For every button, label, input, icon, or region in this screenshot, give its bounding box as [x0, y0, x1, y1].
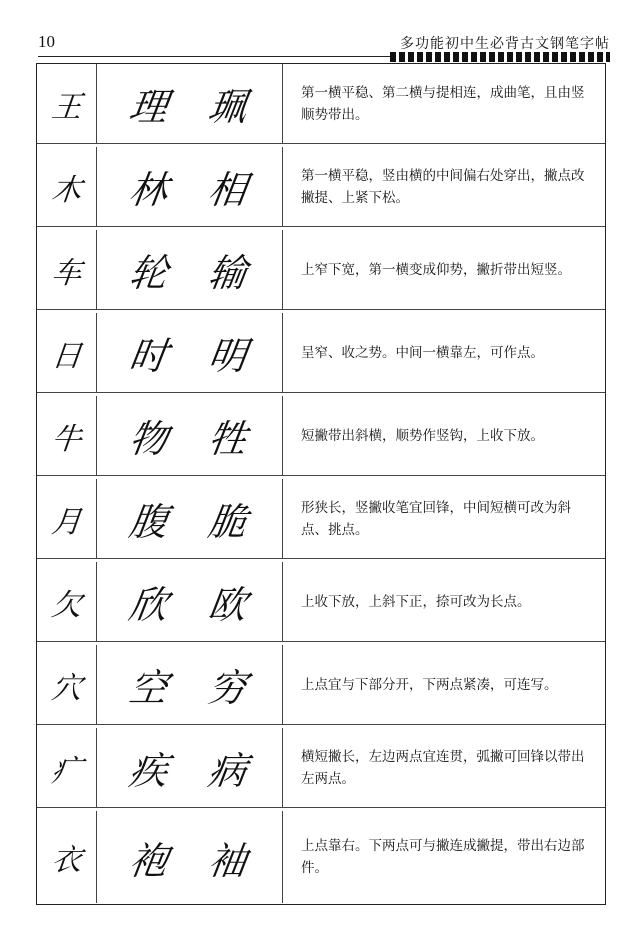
example-char: 欧 [205, 583, 252, 627]
example-char: 林 [126, 168, 173, 212]
example-char: 理 [126, 85, 173, 129]
description-cell [283, 562, 605, 641]
radical-char: 牛 [49, 421, 83, 457]
example-char: 空 [126, 666, 173, 710]
example-char: 相 [205, 168, 252, 212]
table-row [37, 645, 605, 725]
radical-char: 疒 [49, 753, 83, 789]
radical-char: 穴 [49, 670, 83, 706]
description-cell [283, 645, 605, 724]
table-row [37, 728, 605, 808]
radical-cell [37, 230, 97, 309]
table-row [37, 313, 605, 393]
description-text: 形狭长，竖撇收笔宜回锋，中间短横可改为斜点、挑点。 [301, 499, 571, 538]
examples-cell [97, 230, 283, 309]
description-text: 短撇带出斜横，顺势作竖钩，上收下放。 [301, 427, 544, 444]
example-char: 袍 [126, 838, 173, 883]
calligraphy-table [36, 63, 606, 905]
radical-char: 欠 [49, 587, 83, 623]
table-row [37, 64, 605, 144]
description-cell [283, 811, 605, 903]
description-cell [283, 479, 605, 558]
radical-cell [37, 811, 97, 903]
radical-cell [37, 562, 97, 641]
example-char: 时 [126, 334, 173, 378]
examples-cell [97, 562, 283, 641]
example-char: 牲 [205, 417, 252, 461]
example-char: 穷 [205, 666, 252, 710]
table-row [37, 811, 605, 903]
radical-cell [37, 396, 97, 475]
radical-cell [37, 64, 97, 143]
description-cell [283, 147, 605, 226]
example-char: 明 [205, 334, 252, 378]
radical-char: 月 [49, 504, 83, 540]
example-char: 输 [205, 251, 252, 295]
radical-cell [37, 313, 97, 392]
radical-char: 木 [49, 172, 83, 208]
radical-char: 日 [49, 338, 83, 374]
description-text: 上窄下宽，第一横变成仰势，撇折带出短竖。 [301, 261, 571, 278]
description-cell [283, 313, 605, 392]
example-char: 轮 [126, 251, 173, 295]
table-row [37, 562, 605, 642]
description-cell [283, 64, 605, 143]
example-char: 欣 [126, 583, 173, 627]
arrow-strip-decoration [390, 52, 610, 62]
table-row [37, 396, 605, 476]
description-text: 上点宜与下部分开，下两点紧凑，可连写。 [301, 676, 558, 693]
example-char: 珮 [205, 85, 252, 129]
description-text: 上收下放，上斜下正，捺可改为长点。 [301, 593, 531, 610]
book-title: 多功能初中生必背古文钢笔字帖 [400, 36, 610, 52]
examples-cell [97, 147, 283, 226]
example-char: 脆 [205, 500, 252, 544]
examples-cell [97, 728, 283, 807]
examples-cell [97, 64, 283, 143]
description-text: 第一横平稳、第二横与提相连，成曲笔，且由竖顺势带出。 [301, 84, 585, 123]
example-char: 疾 [126, 749, 173, 793]
radical-char: 车 [49, 255, 83, 291]
radical-cell [37, 728, 97, 807]
description-cell [283, 396, 605, 475]
radical-char: 衣 [49, 843, 83, 878]
radical-cell [37, 645, 97, 724]
radical-cell [37, 479, 97, 558]
page-number: 10 [38, 32, 55, 51]
examples-cell [97, 645, 283, 724]
radical-cell [37, 147, 97, 226]
radical-char: 王 [49, 89, 83, 125]
examples-cell [97, 479, 283, 558]
example-char: 物 [126, 417, 173, 461]
table-row [37, 230, 605, 310]
table-row [37, 479, 605, 559]
description-text: 呈窄、收之势。中间一横靠左，可作点。 [301, 344, 544, 361]
example-char: 腹 [126, 500, 173, 544]
examples-cell [97, 811, 283, 903]
description-text: 第一横平稳，竖由横的中间偏右处穿出，撇点改撇提、上紧下松。 [301, 167, 585, 206]
description-text: 横短撇长，左边两点宜连贯，弧撇可回锋以带出左两点。 [301, 748, 585, 787]
description-text: 上点靠右。下两点可与撇连成撇提，带出右边部件。 [301, 838, 585, 876]
description-cell [283, 728, 605, 807]
table-row [37, 147, 605, 227]
examples-cell [97, 313, 283, 392]
examples-cell [97, 396, 283, 475]
example-char: 袖 [205, 838, 252, 883]
description-cell [283, 230, 605, 309]
example-char: 病 [205, 749, 252, 793]
